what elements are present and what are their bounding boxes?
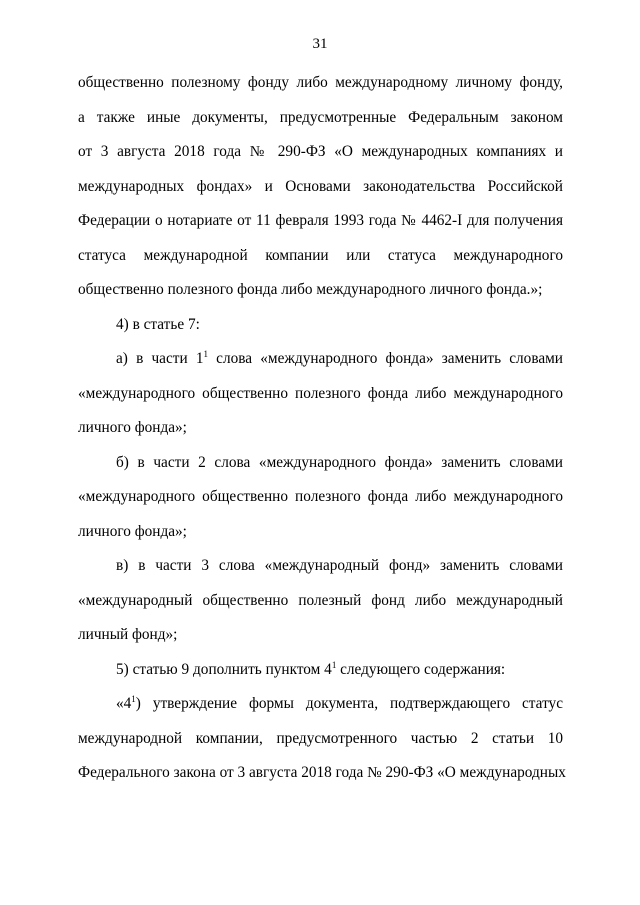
text-line: личного фонда»; bbox=[78, 523, 187, 540]
text-line: международных фондах» и Основами законодательства Российской bbox=[78, 178, 563, 195]
text-line: общественно полезного фонда либо международного личного фонда.»; bbox=[78, 281, 543, 298]
text-line: «$4^1$) утверждение формы документа, подтверждающего статус bbox=[116, 694, 563, 712]
text-line: Федерального закона от 3 августа 2018 года № 290-ФЗ «О международных bbox=[78, 764, 566, 781]
text-line: б) в части 2 слова «международного фонда» заменить словами bbox=[116, 454, 563, 471]
text-line: Федерации о нотариате от 11 февраля 1993 года № 4462-I для получения bbox=[78, 212, 563, 229]
text-line: общественно полезному фонду либо международному личному фонду, bbox=[78, 74, 563, 91]
text-line: «международного общественно полезного фонда либо международного bbox=[78, 488, 563, 505]
text-line: «международный общественно полезный фонд либо международный bbox=[78, 592, 563, 609]
text-line: статуса международной компании или статуса международного bbox=[78, 247, 563, 264]
page-number: 31 bbox=[312, 36, 328, 52]
text-line: в) в части 3 слова «международный фонд» заменить словами bbox=[116, 557, 563, 574]
text-line: личного фонда»; bbox=[78, 419, 187, 436]
text-line: а также иные документы, предусмотренные Федеральным законом bbox=[78, 109, 563, 126]
text-line: а) в части $1^1$ слова «международного фонда» заменить словами bbox=[116, 349, 563, 367]
text-line: от 3 августа 2018 года № 290-ФЗ «О международных компаниях и bbox=[78, 143, 563, 160]
list-item-heading: 4) в статье 7: bbox=[116, 316, 200, 333]
text-line: международной компании, предусмотренного частью 2 статьи 10 bbox=[78, 730, 563, 747]
text-line: личный фонд»; bbox=[78, 626, 178, 643]
list-item-heading: 5) статью 9 дополнить пунктом $4^1$ следующего содержания: bbox=[116, 660, 506, 678]
text-line: «международного общественно полезного фонда либо международного bbox=[78, 385, 563, 402]
